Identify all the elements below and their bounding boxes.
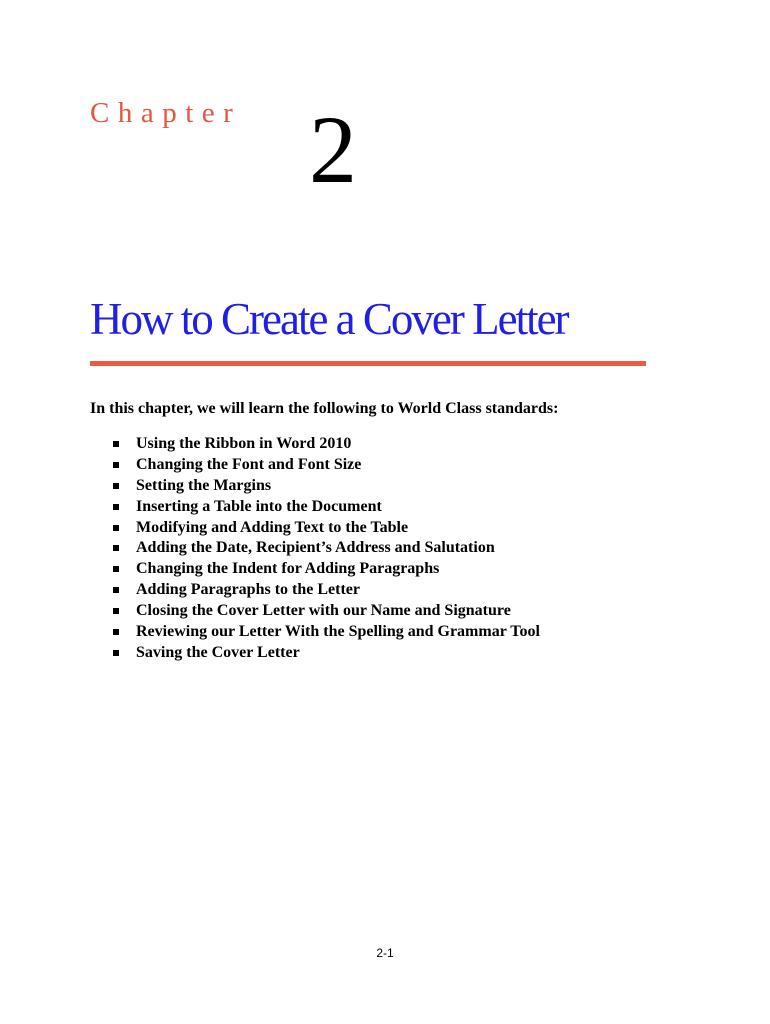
square-bullet-icon [113, 525, 119, 531]
list-item-label: Closing the Cover Letter with our Name and Signature [136, 602, 511, 620]
list-item [112, 434, 540, 455]
square-bullet-icon [113, 587, 119, 593]
list-item [112, 538, 540, 559]
list-item [112, 601, 540, 622]
intro-text: In this chapter, we will learn the following to World Class standards: [90, 400, 559, 417]
title-rule [90, 361, 646, 366]
chapter-title: How to Create a Cover Letter [90, 294, 568, 344]
list-item-label: Setting the Margins [136, 476, 272, 494]
list-item-label: Modifying and Adding Text to the Table [136, 518, 409, 536]
square-bullet-icon [113, 462, 119, 468]
chapter-number: 2 [309, 96, 357, 203]
list-item [112, 476, 540, 497]
list-item-label: Reviewing our Letter With the Spelling and Grammar Tool [136, 623, 540, 641]
square-bullet-icon [113, 545, 119, 551]
list-item-label: Inserting a Table into the Document [136, 497, 382, 515]
square-bullet-icon [113, 650, 119, 656]
list-item [112, 622, 540, 643]
list-item [112, 455, 540, 476]
square-bullet-icon [113, 566, 119, 572]
list-item [112, 580, 540, 601]
chapter-label: Chapter [90, 97, 242, 129]
list-item-label: Adding Paragraphs to the Letter [136, 581, 360, 599]
list-item-label: Changing the Indent for Adding Paragraphs [136, 560, 440, 578]
list-item-label: Saving the Cover Letter [136, 643, 300, 661]
list-item-label: Using the Ribbon in Word 2010 [136, 435, 352, 452]
square-bullet-icon [113, 629, 119, 635]
objectives-list [112, 434, 540, 664]
square-bullet-icon [113, 483, 119, 489]
square-bullet-icon [113, 608, 119, 614]
list-item [112, 497, 540, 518]
square-bullet-icon [113, 504, 119, 510]
list-item-label: Changing the Font and Font Size [136, 455, 362, 473]
square-bullet-icon [113, 441, 119, 447]
list-item [112, 518, 540, 539]
list-item [112, 559, 540, 580]
list-item [112, 643, 540, 664]
page-number: 2-1 [376, 946, 394, 960]
list-item-label: Adding the Date, Recipient’s Address and Salutation [136, 539, 495, 557]
